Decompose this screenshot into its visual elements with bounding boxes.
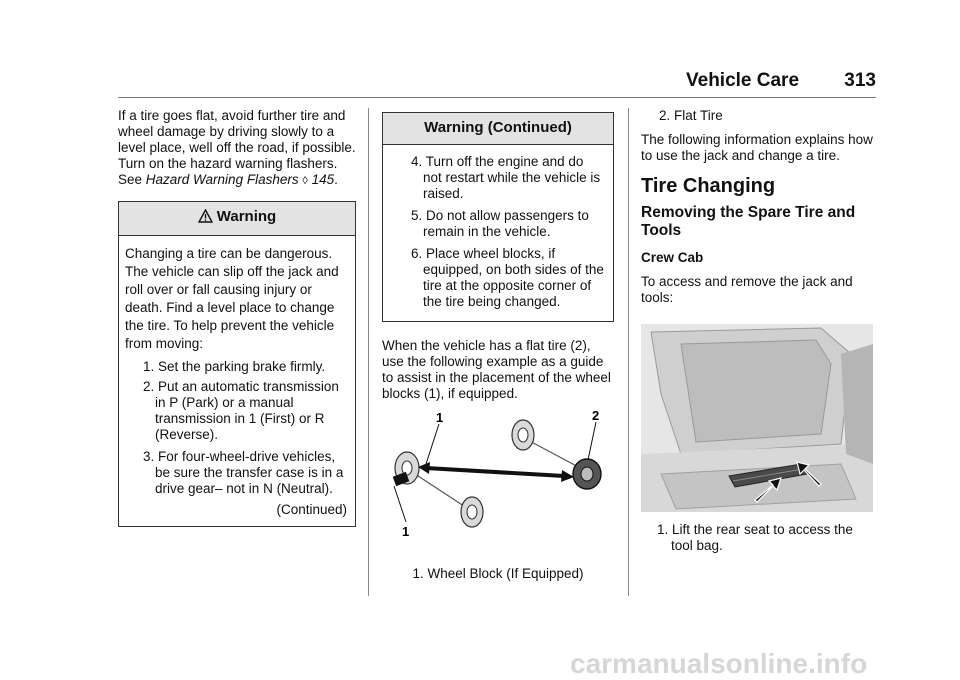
continued-label: (Continued) (276, 502, 347, 517)
heading-crew-cab: Crew Cab (641, 250, 704, 265)
heading-spare-tire: Removing the Spare Tire and Tools (641, 204, 856, 239)
arrow-head-left-icon (418, 462, 430, 474)
column-2 (382, 108, 614, 582)
wheel-block-diagram (374, 410, 614, 550)
diagram-caption-2: 2. Flat Tire (659, 108, 723, 123)
warning-body (119, 236, 355, 526)
heading-tire-changing: Tire Changing (641, 175, 776, 197)
leader-1-bottom (394, 486, 406, 522)
page-number: 313 (844, 70, 876, 91)
access-paragraph: To access and remove the jack and tools: (641, 274, 853, 305)
label-2: 2 (592, 410, 600, 423)
front-axle (412, 472, 470, 510)
watermark: carmanualsonline.info (570, 648, 868, 679)
warning-step: 2. Put an automatic transmission in P (Park) or a manual transmission in 1 (First) or R (Reverse). (143, 379, 339, 442)
warning-step: 5. Do not allow passengers to remain in the vehicle. (411, 208, 589, 239)
warning-step: 1. Set the parking brake firmly. (143, 359, 326, 374)
warning-box (118, 201, 356, 527)
page-header (686, 70, 876, 92)
xref-link[interactable]: Hazard Warning Flashers (145, 172, 299, 187)
arrow-head-right-icon (561, 470, 574, 482)
warning-triangle-icon (198, 209, 213, 227)
warning-step: 4. Turn off the engine and do not restart while the vehicle is raised. (411, 154, 601, 201)
rear-seat-photo (641, 324, 873, 512)
column-1 (118, 108, 356, 527)
column-divider-right (628, 108, 629, 596)
diagram-caption: 1. Wheel Block (If Equipped) (412, 566, 584, 581)
section-title: Vehicle Care (686, 70, 800, 91)
warning-text: Changing a tire can be dangerous. The vehicle can slip off the jack and roll over or fall causing injury or death. Find a level place to change the tire. To help prevent the vehicle from moving: (125, 246, 339, 351)
header-divider (118, 97, 876, 98)
label-1-bottom: 1 (402, 524, 410, 539)
xref-arrow-icon: ◊ (302, 175, 308, 187)
warning-continued-body (383, 145, 613, 321)
xref-page[interactable]: 145 (311, 172, 335, 187)
label-1-top: 1 (436, 410, 444, 425)
column-3 (641, 108, 877, 554)
flat-tire (573, 459, 601, 489)
warning-step: 6. Place wheel blocks, if equipped, on both sides of the tire at the opposite corner of the tire being changed. (411, 246, 604, 309)
distance-arrow (426, 468, 564, 476)
warning-continued-box (382, 112, 614, 322)
warning-step: 3. For four-wheel-drive vehicles, be sure the transfer case is in a drive gear– not in N (Neutral). (143, 449, 344, 496)
warning-continued-title: Warning (Continued) (383, 113, 613, 145)
wheel-block-paragraph: When the vehicle has a flat tire (2), use the following example as a guide to assist in the placement of the wheel blocks (1), if equipped. (382, 338, 611, 401)
leader-2 (588, 422, 596, 460)
front-right-tire (461, 497, 483, 527)
leader-1-top (426, 424, 439, 464)
warning-title: Warning (119, 202, 355, 236)
step-lift-seat: 1. Lift the rear seat to access the tool bag. (657, 522, 853, 553)
column-divider-left (368, 108, 369, 596)
intro-paragraph: If a tire goes flat, avoid further tire and wheel damage by driving slowly to a level place, well off the road, if possible. Turn on the hazard warning flashers. See Hazard Warning Flashers ◊ 145. (118, 108, 356, 187)
rear-left-tire (512, 420, 534, 450)
intro-paragraph-2: The following information explains how to use the jack and change a tire. (641, 132, 873, 163)
